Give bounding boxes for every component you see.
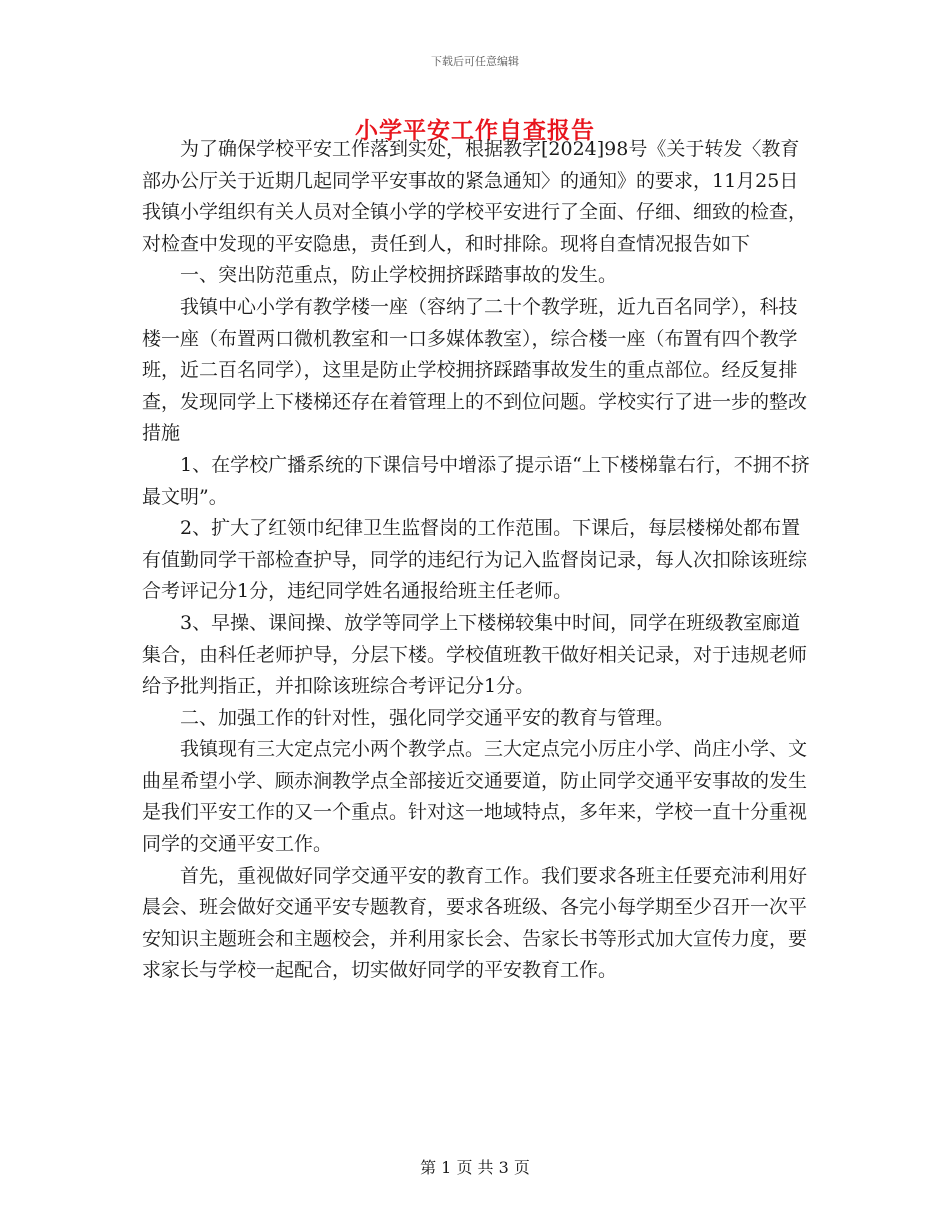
paragraph-intro: 为了确保学校平安工作落到实处，根据教字[2024]98号《关于转发〈教育部办公厅关于近期几起同学平安事故的紧急通知〉的通知》的要求，11月25日我镇小学组织有关人员对全镇小学的学校平安进行了全面、仔细、细致的检查，对检查中发现的平安隐患，责任到人，和时排除。现将自查情况报告如下 bbox=[142, 138, 808, 255]
paragraph-measure-1: 1、在学校广播系统的下课信号中增添了提示语“上下楼梯靠右行，不拥不挤最文明”。 bbox=[142, 453, 810, 508]
page-number: 第 1 页 共 3 页 bbox=[420, 1158, 530, 1177]
page-header-note: 下载后可任意编辑 bbox=[431, 55, 519, 68]
document-title: 小学平安工作自查报告 bbox=[355, 118, 595, 144]
paragraph-traffic-education: 首先，重视做好同学交通平安的教育工作。我们要求各班主任要充沛利用好晨会、班会做好交通平安专题教育，要求各班级、各完小每学期至少召开一次平安知识主题班会和主题校会，并利用家长会、告家长书等形式加大宣传力度，要求家长与学校一起配合，切实做好同学的平安教育工作。 bbox=[142, 864, 808, 982]
document-body bbox=[142, 134, 814, 987]
paragraph-building-overview: 我镇中心小学有教学楼一座（容纳了二十个教学班，近九百名同学），科技楼一座（布置两口微机教室和一口多媒体教室），综合楼一座（布置有四个教学班，近二百名同学），这里是防止学校拥挤踩踏事故发生的重点部位。经反复排查，发现同学上下楼梯还存在着管理上的不到位问题。学校实行了进一步的整改措施 bbox=[142, 295, 808, 445]
section-heading-2: 二、加强工作的针对性，强化同学交通平安的教育与管理。 bbox=[180, 706, 675, 729]
paragraph-traffic-overview: 我镇现有三大定点完小两个教学点。三大定点完小厉庄小学、尚庄小学、文曲星希望小学、顾赤涧教学点全部接近交通要道，防止同学交通平安事故的发生是我们平安工作的又一个重点。针对这一地域特点，多年来，学校一直十分重视同学的交通平安工作。 bbox=[142, 738, 808, 856]
paragraph-measure-3: 3、早操、课间操、放学等同学上下楼梯较集中时间，同学在班级教室廊道集合，由科任老师护导，分层下楼。学校值班教干做好相关记录，对于违规老师给予批判指正，并扣除该班综合考评记分1分。 bbox=[142, 611, 808, 698]
paragraph-measure-2: 2、扩大了红领巾纪律卫生监督岗的工作范围。下课后，每层楼梯处都布置有值勤同学干部检查护导，同学的违纪行为记入监督岗记录，每人次扣除该班综合考评记分1分，违纪同学姓名通报给班主任老师。 bbox=[142, 517, 808, 603]
section-heading-1: 一、突出防范重点，防止学校拥挤踩踏事故的发生。 bbox=[180, 264, 618, 287]
